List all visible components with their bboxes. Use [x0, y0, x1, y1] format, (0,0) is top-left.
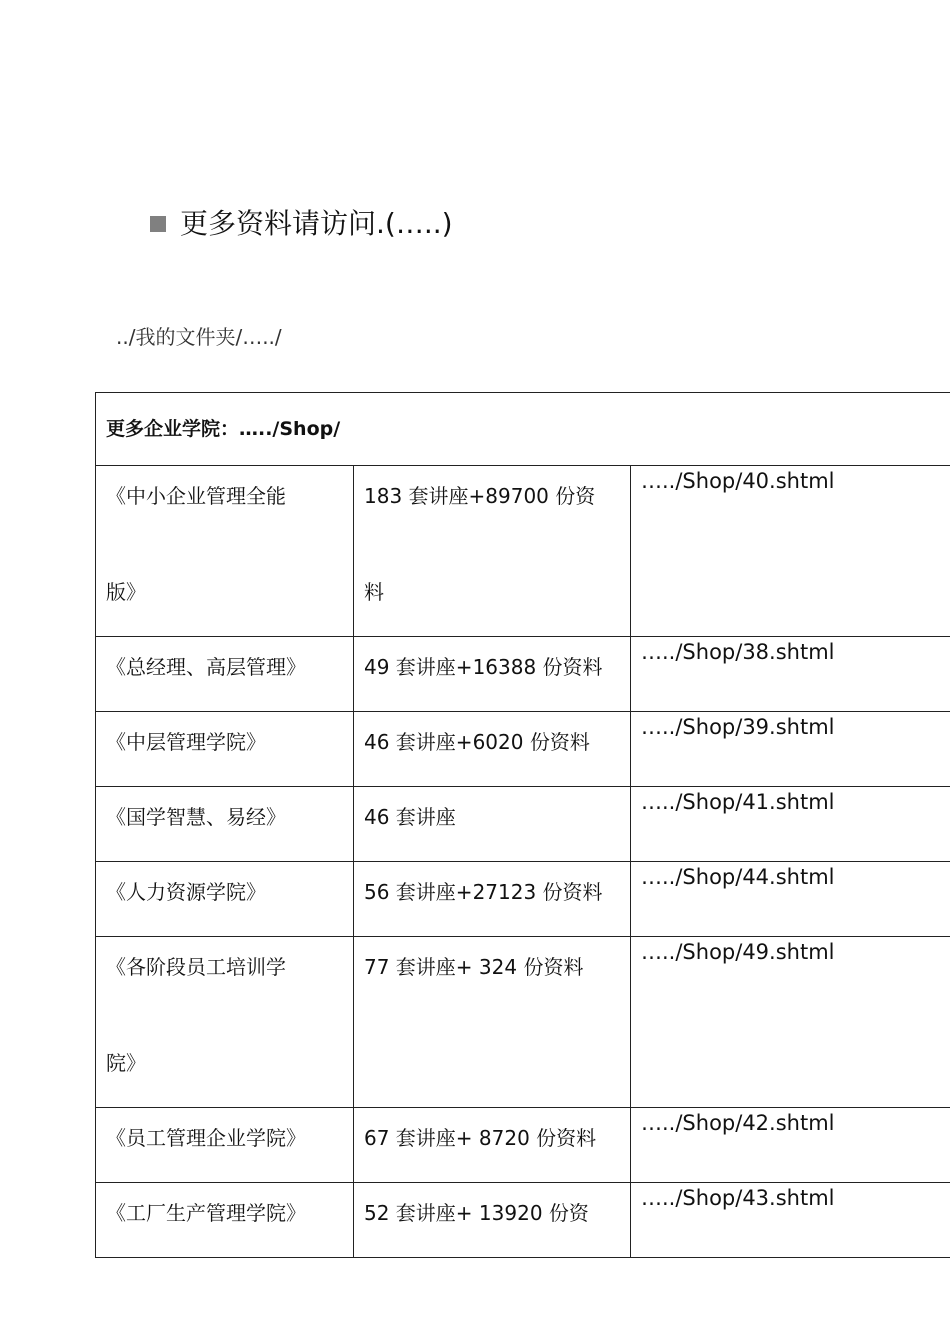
course-url-cell [631, 466, 950, 637]
course-url-cell [631, 787, 950, 862]
course-count-line: 料 [364, 580, 384, 604]
course-name: 《工厂生产管理学院》 [106, 1201, 306, 1225]
course-count: 52 套讲座+ 13920 份资 [364, 1201, 589, 1225]
table-row [96, 712, 950, 787]
course-url-link[interactable]: …../Shop/40.shtml [641, 469, 835, 493]
course-name-cell [96, 637, 354, 712]
table-row [96, 1183, 950, 1258]
bullet-square-icon [150, 216, 166, 232]
table-row [96, 637, 950, 712]
course-count: 46 套讲座+6020 份资料 [364, 730, 590, 754]
course-count-cell [354, 862, 631, 937]
course-count-cell [354, 787, 631, 862]
course-url-link[interactable]: …../Shop/42.shtml [641, 1111, 835, 1135]
table-header-row [96, 393, 950, 466]
table-row [96, 862, 950, 937]
course-count-cell [354, 712, 631, 787]
course-name-line: 《各阶段员工培训学 [106, 955, 286, 979]
table-row [96, 1108, 950, 1183]
course-count: 56 套讲座+27123 份资料 [364, 880, 603, 904]
bullet-line [150, 202, 453, 246]
course-name-line: 《中小企业管理全能 [106, 484, 286, 508]
course-count-cell [354, 637, 631, 712]
table-row [96, 787, 950, 862]
course-count-cell [354, 1108, 631, 1183]
course-url-cell [631, 862, 950, 937]
course-count-line: 183 套讲座+89700 份资 [364, 484, 596, 508]
course-count: 77 套讲座+ 324 份资料 [364, 955, 584, 979]
course-url-link[interactable]: …../Shop/43.shtml [641, 1186, 835, 1210]
course-name: 《人力资源学院》 [106, 880, 266, 904]
course-url-cell [631, 1108, 950, 1183]
course-count-cell [354, 1183, 631, 1258]
course-name-cell [96, 787, 354, 862]
table-row [96, 466, 950, 637]
course-name-line: 院》 [106, 1051, 146, 1075]
course-count: 49 套讲座+16388 份资料 [364, 655, 603, 679]
course-name-cell [96, 862, 354, 937]
course-name-cell [96, 937, 354, 1108]
bullet-text: 更多资料请访问.(…..) [180, 207, 453, 240]
course-table [95, 392, 950, 1258]
course-count: 46 套讲座 [364, 805, 456, 829]
course-name: 《国学智慧、易经》 [106, 805, 286, 829]
table-header-cell [96, 393, 950, 466]
course-name-cell [96, 1108, 354, 1183]
course-url-link[interactable]: …../Shop/49.shtml [641, 940, 835, 964]
course-url-cell [631, 712, 950, 787]
course-url-cell [631, 937, 950, 1108]
folder-path: ../我的文件夹/…../ [116, 325, 282, 349]
course-name-cell [96, 1183, 354, 1258]
course-count-cell [354, 466, 631, 637]
course-url-cell [631, 637, 950, 712]
course-name-cell [96, 466, 354, 637]
table-row [96, 937, 950, 1108]
course-count-cell [354, 937, 631, 1108]
course-url-link[interactable]: …../Shop/38.shtml [641, 640, 835, 664]
course-name: 《总经理、高层管理》 [106, 655, 306, 679]
course-name-cell [96, 712, 354, 787]
course-url-link[interactable]: …../Shop/39.shtml [641, 715, 835, 739]
course-url-cell [631, 1183, 950, 1258]
course-name-line: 版》 [106, 580, 146, 604]
course-name: 《中层管理学院》 [106, 730, 266, 754]
table-header-text: 更多企业学院：…../Shop/ [106, 418, 341, 440]
course-name: 《员工管理企业学院》 [106, 1126, 306, 1150]
course-url-link[interactable]: …../Shop/44.shtml [641, 865, 835, 889]
course-url-link[interactable]: …../Shop/41.shtml [641, 790, 835, 814]
course-count: 67 套讲座+ 8720 份资料 [364, 1126, 597, 1150]
